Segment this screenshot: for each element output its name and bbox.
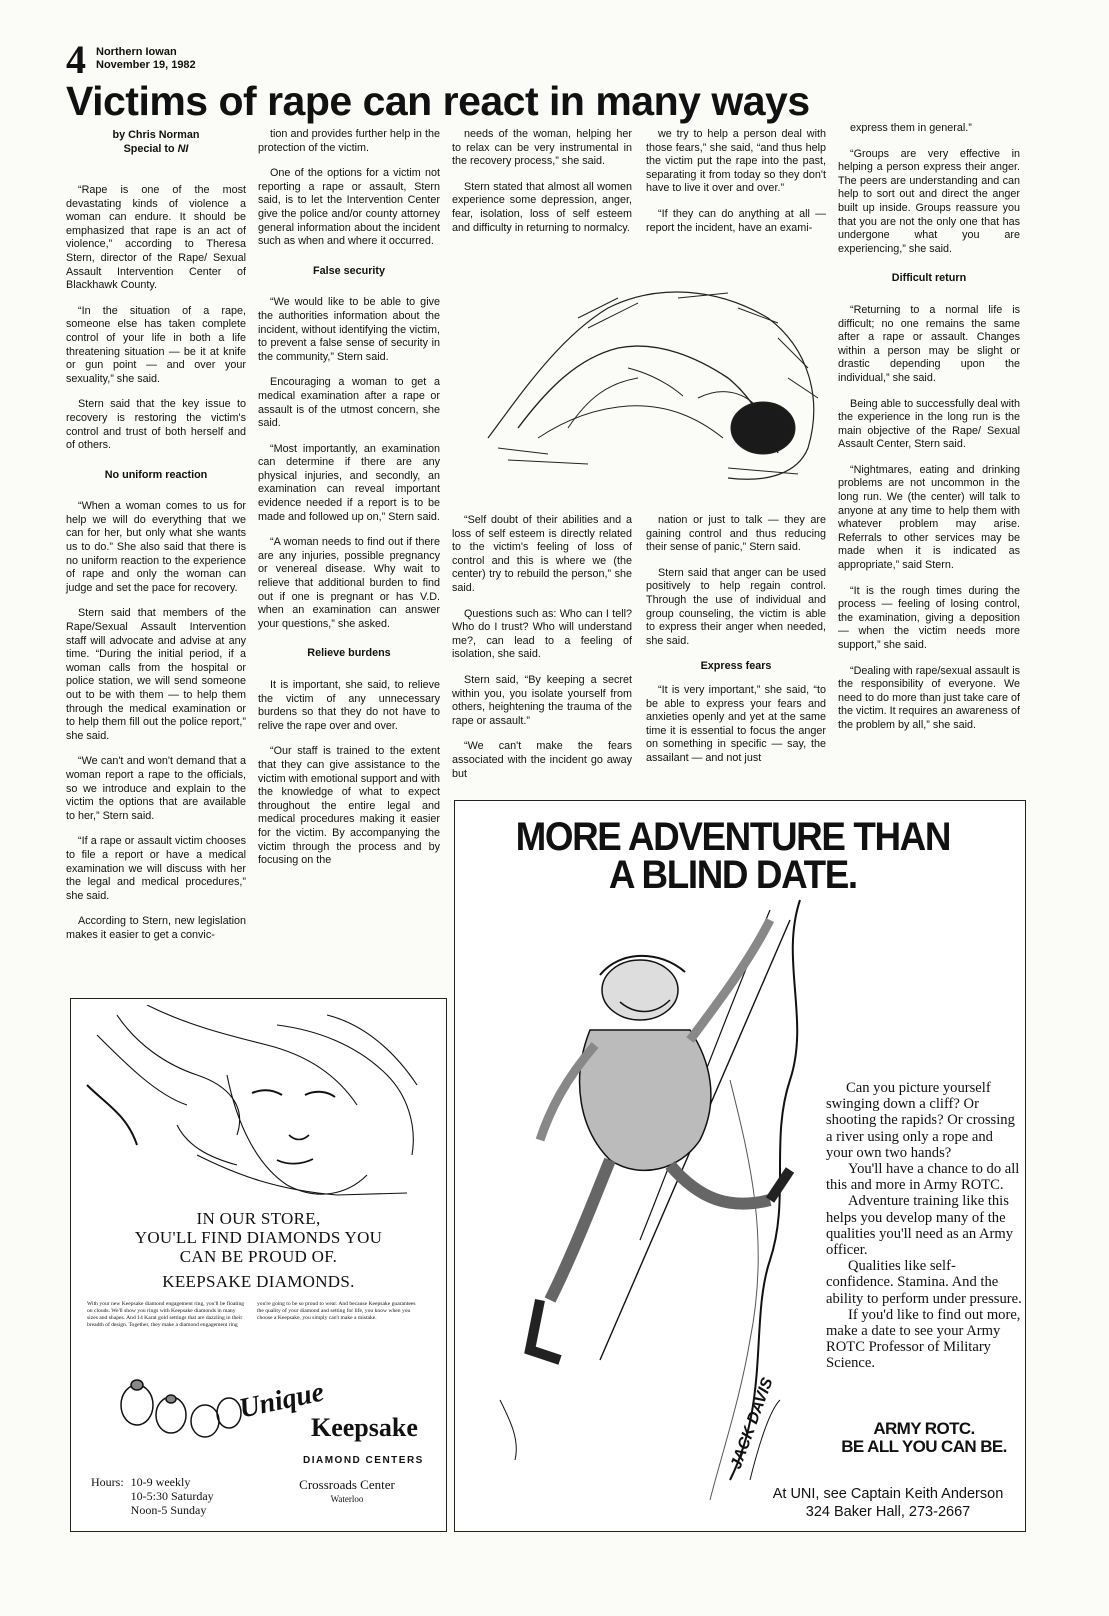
- keepsake-brand: Keepsake: [311, 1413, 418, 1442]
- article-paragraph: “If they can do anything at all — report the incident, have an exami-: [646, 207, 826, 234]
- article-column-5: [838, 122, 1020, 745]
- article-paragraph: “Nightmares, eating and drinking problems are not uncommon in the long run. We (the center) will talk to anyone at any time to help them with whatever problem may arise. Referrals to other services may be made when it is indicated as appropriate,” said Stern.: [838, 463, 1020, 572]
- article-column-2: [258, 128, 440, 880]
- article-paragraph: According to Stern, new legislation makes it easier to get a convic-: [66, 915, 246, 941]
- article-paragraph: “Returning to a normal life is difficult; no one remains the same after a rape or assault. Changes within a person may be slight or drastic depending upon the individual,” she said.: [838, 303, 1020, 384]
- rotc-headline: MORE ADVENTURE THAN A BLIND DATE.: [515, 815, 951, 897]
- paragraph-group: [646, 128, 826, 235]
- subhead-false-security: False security: [312, 264, 386, 277]
- paragraph-group: [66, 500, 246, 942]
- article-paragraph: It is important, she said, to relieve the victim of any unnecessary burdens so that they do not have to relive the rape over and over.: [258, 679, 440, 732]
- keepsake-location: Crossroads Center Waterloo: [299, 1477, 395, 1504]
- paragraph-group: [452, 128, 632, 235]
- article-paragraph: “In the situation of a rape, someone else has taken complete control of your life in both a life threatening situation — be it at knife or gun point — and over your sexuality,” she said.: [66, 304, 246, 385]
- keepsake-ad: [70, 998, 447, 1532]
- keepsake-body-left: With your new Keepsake diamond engagement ring, you'll be floating on clouds. We'll show you rings with Keepsake diamonds in many sizes and shapes. And 14 Karat gold settings that are dazzling in their breadth of design. Together, they make a diamond engagement ring: [87, 1301, 245, 1328]
- article-paragraph: “Rape is one of the most devastating kinds of violence a woman can endure. It should be emphasized that rape is an act of violence,” according to Theresa Stern, director of the Rape/ Sexual Assault Intervention Center of Blackhawk County.: [66, 184, 246, 292]
- article-paragraph: Stern said, “By keeping a secret within you, you isolate yourself from others, heightening the trauma of the rape or assault.”: [452, 673, 632, 727]
- article-paragraph: “Self doubt of their abilities and a loss of self esteem is directly related to the victim's feeling of loss of control and this is where we (the center) try to rebuild the person,” she said.: [452, 514, 632, 594]
- paragraph-group: [258, 128, 440, 249]
- subhead-difficult-return: Difficult return: [891, 272, 967, 285]
- publication-info: [96, 46, 196, 72]
- publication-date: November 19, 1982: [96, 59, 196, 71]
- article-paragraph: “We can't and won't demand that a woman report a rape to the officials, so we introduce and explain to the victim the options that are available to her,” Stern said.: [66, 755, 246, 822]
- article-column-4-top: [646, 128, 826, 247]
- paragraph-group: [258, 679, 440, 868]
- paragraph-group: [838, 304, 1020, 733]
- keepsake-hours: Hours: 10-9 weekly 10-5:30 Saturday Noon-5 Sunday: [91, 1475, 214, 1517]
- keepsake-script: Unique: [236, 1376, 327, 1425]
- paragraph-group: [66, 184, 246, 453]
- paragraph-group: [646, 684, 826, 766]
- article-paragraph: needs of the woman, helping her to relax can be very instrumental in the recovery process,” she said.: [452, 128, 632, 168]
- paragraph-group: [452, 514, 632, 781]
- article-paragraph: “We can't make the fears associated with the incident go away but: [452, 740, 632, 780]
- article-column-3-top: [452, 128, 632, 247]
- article-paragraph: Stern stated that almost all women experience some depression, anger, fear, isolation, loss of self esteem and difficulty in returning to normalcy.: [452, 180, 632, 234]
- woman-illustration: [77, 1005, 439, 1201]
- article-paragraph: “Dealing with rape/sexual assault is the responsibility of everyone. We need to do more than just take care of the victim. It requires an awareness of the problem by all,” she said.: [838, 664, 1020, 731]
- keepsake-subtitle: DIAMOND CENTERS: [303, 1455, 424, 1466]
- article-paragraph: tion and provides further help in the protection of the victim.: [258, 128, 440, 154]
- article-paragraph: nation or just to talk — they are gaining control and thus reducing their sense of panic,” Stern said.: [646, 514, 826, 554]
- climber-illustration: [470, 880, 830, 1520]
- article-paragraph: we try to help a person deal with those fears,” she said, “and thus help the victim put the rape into the past, separating it from today so they don't have to live it over and over.”: [646, 128, 826, 195]
- article-paragraph: “It is very important,” she said, “to be able to express your fears and anxieties openly and yet at the same time it is essential to focus the anger on something in specific — say, the assailant — and not just: [646, 683, 826, 764]
- paragraph-group: [838, 122, 1020, 256]
- article-paragraph: One of the options for a victim not reporting a rape or assault, Stern said, is to let the Intervention Center give the police and/or county attorney general information about the incident such as when and where it occurred.: [258, 167, 440, 248]
- keepsake-body-right: you're going to be so proud to wear. And because Keepsake guarantees the quality of your diamond and setting for life, you know when you choose a Keepsake, you simply can't make a mistake.: [257, 1301, 416, 1321]
- article-paragraph: “When a woman comes to us for help we will do everything that we can for her, but only what she wants us to do.” She also said that there is no uniform reaction to the experience of rape and only the woman can judge and set the pace for recovery.: [66, 500, 246, 594]
- article-paragraph: Being able to successfully deal with the experience in the long run is the main objective of the Rape/ Sexual Assault Center, Stern said.: [838, 397, 1020, 451]
- paragraph-group: [258, 296, 440, 631]
- article-paragraph: “Groups are very effective in helping a person express their anger. The peers are understanding and can help to sort out and direct the anger built up inside. Groups reassure you that you are not the only one that has undergone what you are experiencing,” she said.: [838, 147, 1020, 255]
- article-paragraph: “Most importantly, an examination can determine if there are any physical injuries, and secondly, an examination can reveal important evidence needed if a report is to be made and followed up on,” Stern said.: [258, 442, 440, 523]
- article-illustration: [478, 278, 830, 490]
- rotc-body: Can you picture yourself swinging down a cliff? Or shooting the rapids? Or crossing a river using only a rope and your own two hands? You'll have a chance to do all this and more in Army ROTC. Adventure training like this helps you develop many of the qualities you'll need as an Army officer. Qualities like self-confidence. Stamina. And the ability to perform under pressure. If you'd like to find out more, make a date to see your Army ROTC Professor of Military Science.: [826, 1080, 1022, 1372]
- article-column-3-bottom: [452, 514, 632, 793]
- article-column-4-bottom: [646, 514, 826, 778]
- article-paragraph: “Our staff is trained to the extent that they can give assistance to the victim with emotional support and with the knowledge of what to expect throughout the entire legal and medical procedures making it easier for the victim. By accompanying the victim through the process and by focusing on the: [258, 745, 440, 867]
- article-paragraph: “If a rape or assault victim chooses to file a report or have a medical examination we will discuss with her the legal and medical procedures,” she said.: [66, 835, 246, 902]
- article-paragraph: Stern said that members of the Rape/Sexual Assault Intervention staff will advocate and advise at any time. “During the initial period, if a woman calls from the hospital or police station, we will send someone out to be with them — to help them through the medical examination or to help them fill out the police report,” she said.: [66, 607, 246, 742]
- article-paragraph: Stern said that anger can be used positively to help regain control. Through the use of individual and group counseling, the victim is able to express their anger when needed, she said.: [646, 566, 826, 647]
- page-number: 4: [66, 37, 86, 82]
- rotc-tagline: ARMY ROTC. BE ALL YOU CAN BE.: [841, 1419, 1007, 1456]
- article-paragraph: Encouraging a woman to get a medical examination after a rape or assault is of the utmost concern, she said.: [258, 376, 440, 430]
- article-column-1: [66, 128, 246, 955]
- article-paragraph: “It is the rough times during the process — feeling of losing control, the examination, giving a deposition — when the victim needs more support,” she said.: [838, 584, 1020, 651]
- paragraph-group: [646, 514, 826, 648]
- article-headline: Victims of rape can react in many ways: [66, 78, 810, 124]
- rings-illustration: [109, 1365, 249, 1445]
- article-paragraph: “A woman needs to find out if there are any injuries, possible pregnancy or venereal disease. Why wait to relieve that additional burden to find out if one is pregnant or has V.D. when an examination can answer your questions,” she asked.: [258, 536, 440, 630]
- artist-signature: JACK DAVIS: [727, 1375, 777, 1472]
- subhead-express-fears: Express fears: [700, 660, 772, 673]
- byline: by Chris Norman Special to NI: [112, 129, 200, 155]
- publication-name: Northern Iowan: [96, 46, 177, 58]
- article-paragraph: Questions such as: Who can I tell? Who do I trust? Who will understand me?, can lead to a feeling of isolation, she said.: [452, 607, 632, 661]
- subhead-relieve-burdens: Relieve burdens: [307, 647, 391, 660]
- rotc-contact: At UNI, see Captain Keith Anderson 324 Baker Hall, 273-2667: [772, 1486, 1004, 1520]
- article-paragraph: express them in general.”: [850, 122, 972, 134]
- article-paragraph: “We would like to be able to give the authorities information about the incident, without identifying the victim, to prevent a false sense of security in the community,” Stern said.: [258, 296, 440, 363]
- article-paragraph: Stern said that the key issue to recovery is restoring the victim's control and trust of both herself and of others.: [66, 398, 246, 452]
- subhead-no-uniform: No uniform reaction: [104, 468, 208, 481]
- keepsake-headline: IN OUR STORE, YOU'LL FIND DIAMONDS YOU CAN BE PROUD OF. KEEPSAKE DIAMONDS.: [134, 1209, 383, 1291]
